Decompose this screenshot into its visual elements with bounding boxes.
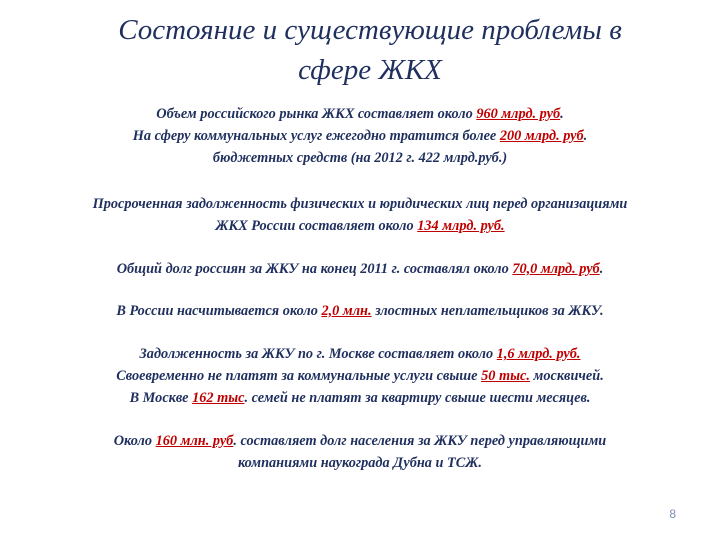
dubna-debt-paragraph — [0, 430, 720, 474]
market-volume-paragraph — [40, 103, 680, 169]
moscow-debt-paragraph — [0, 343, 720, 409]
text: Задолженность за ЖКУ по г. Москве составляет около — [139, 346, 497, 362]
highlight-figure: 2,0 млн. — [321, 303, 372, 319]
text: Общий долг россиян за ЖКУ на конец 2011 г. составлял около — [116, 261, 513, 277]
defaulters-paragraph — [0, 300, 720, 322]
text-line: бюджетных средств (на 2012 г. 422 млрд.руб.) — [212, 150, 508, 166]
text-line — [0, 258, 720, 280]
highlight-figure: 134 млрд. руб. — [417, 218, 505, 234]
text-line — [40, 103, 680, 125]
text: Около — [113, 433, 156, 449]
text-line — [0, 387, 720, 409]
text: Объем российского рынка ЖКХ составляет около — [156, 106, 477, 122]
highlight-figure: 162 тыс — [192, 390, 245, 406]
text-line — [0, 343, 720, 365]
highlight-figure: 160 млн. руб — [155, 433, 234, 449]
text: ЖКХ России составляет около — [215, 218, 418, 234]
highlight-figure: 960 млрд. руб — [476, 106, 561, 122]
text: В России насчитывается около — [116, 303, 322, 319]
highlight-figure: 1,6 млрд. руб. — [496, 346, 581, 362]
text: . семей не платят за квартиру свыше шести месяцев. — [244, 390, 591, 406]
title-line-2: сфере ЖКХ — [298, 54, 442, 86]
text: . — [560, 106, 564, 122]
text-line — [0, 365, 720, 387]
text: . — [599, 261, 604, 277]
text: На сферу коммунальных услуг ежегодно тратится более — [132, 128, 500, 144]
text: . составляет долг населения за ЖКУ перед управляющими — [233, 433, 607, 449]
highlight-figure: 200 млрд. руб — [499, 128, 584, 144]
text-line: компаниями наукограда Дубна и ТСЖ. — [237, 455, 482, 471]
highlight-figure: 70,0 млрд. руб — [512, 261, 600, 277]
title-line-1: Состояние и существующие проблемы в — [118, 14, 622, 46]
text-line: Просроченная задолженность физических и юридических лиц перед организациями — [92, 196, 628, 212]
text-line — [0, 430, 720, 452]
text-line — [0, 300, 720, 322]
text-line — [0, 215, 720, 237]
highlight-figure: 50 тыс. — [481, 368, 530, 384]
text: Своевременно не платят за коммунальные услуги свыше — [116, 368, 482, 384]
text: . — [583, 128, 588, 144]
text: злостных неплательщиков за ЖКУ. — [371, 303, 604, 319]
text-line — [40, 125, 680, 147]
page-number: 8 — [669, 507, 676, 521]
overdue-debt-paragraph — [0, 193, 720, 237]
text: москвичей. — [529, 368, 604, 384]
slide-title — [60, 10, 680, 90]
text: В Москве — [129, 390, 193, 406]
total-debt-paragraph — [0, 258, 720, 280]
